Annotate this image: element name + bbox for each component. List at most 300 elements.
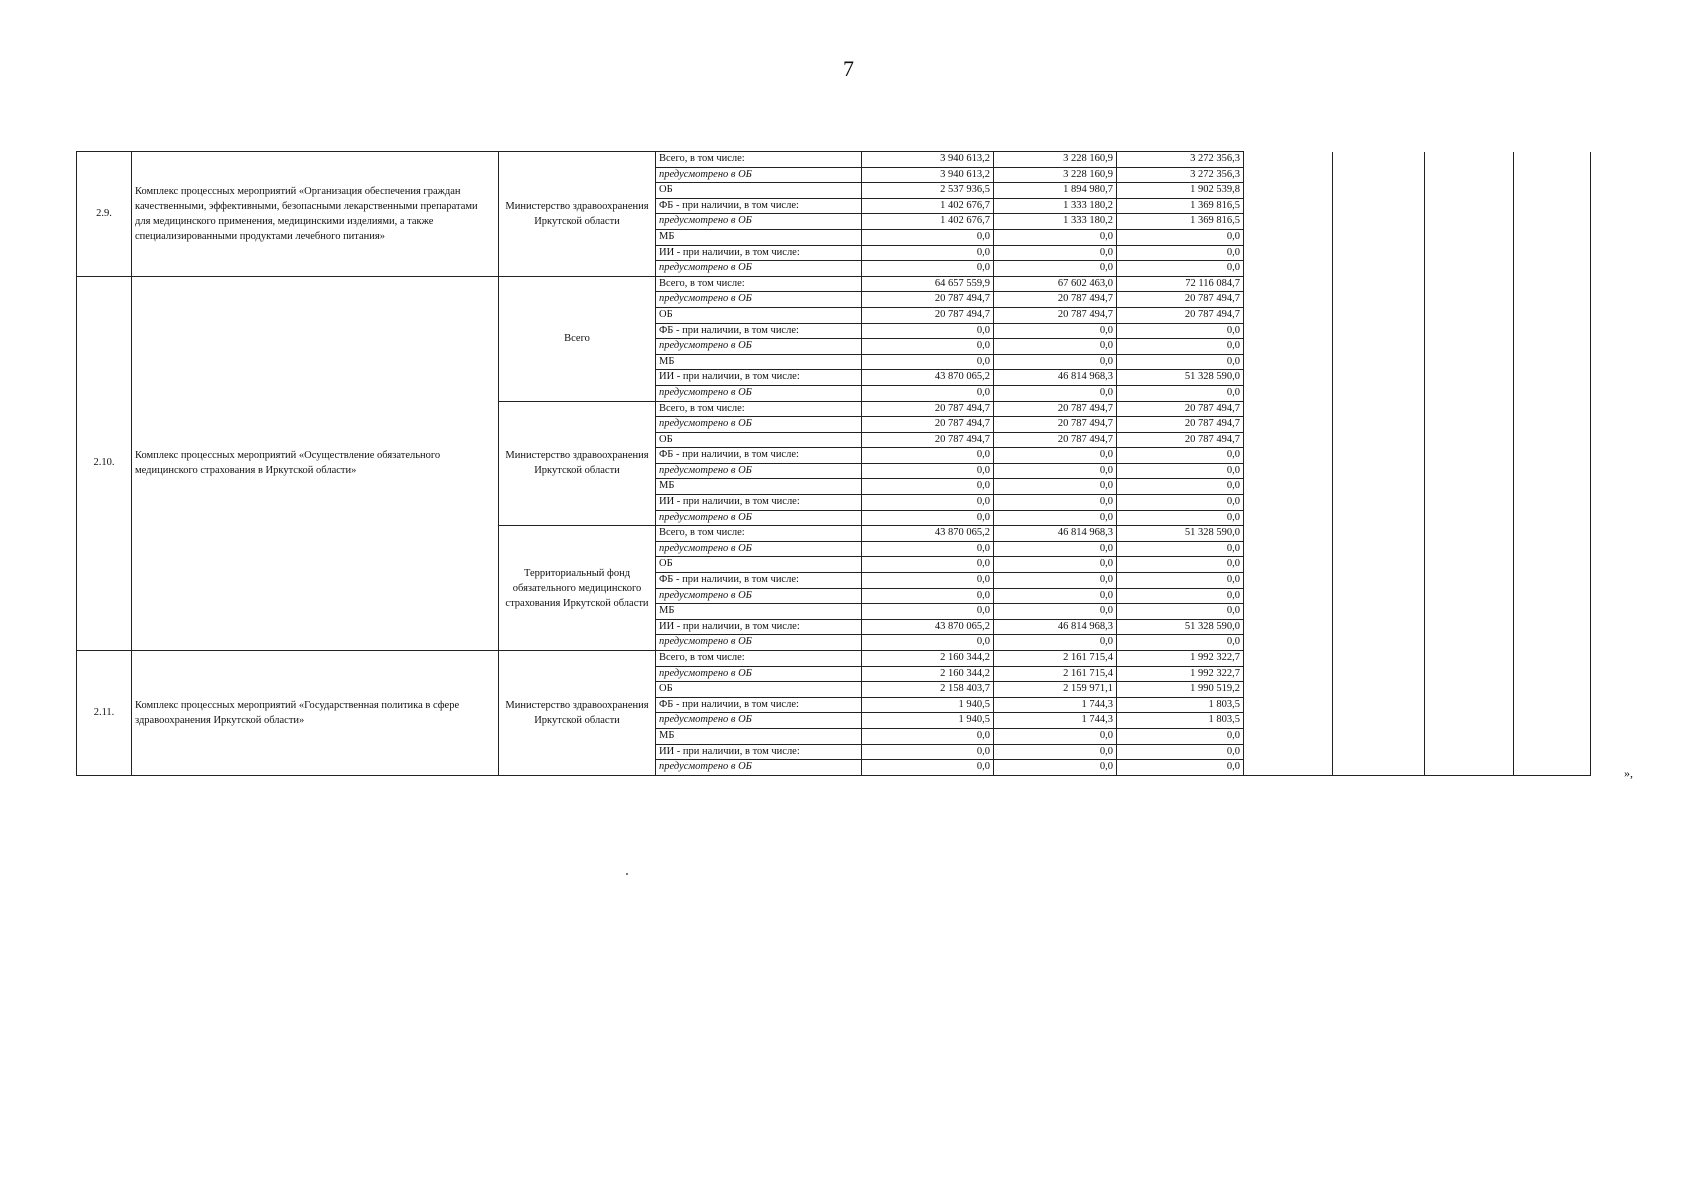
empty-cell <box>1514 167 1591 183</box>
amount-year-2: 20 787 494,7 <box>994 307 1117 323</box>
amount-year-2: 1 333 180,2 <box>994 198 1117 214</box>
empty-cell <box>1514 541 1591 557</box>
empty-cell <box>1514 245 1591 261</box>
amount-year-2: 0,0 <box>994 323 1117 339</box>
amount-year-1: 2 158 403,7 <box>862 682 994 698</box>
amount-year-3: 1 369 816,5 <box>1117 214 1244 230</box>
funding-source-label: ОБ <box>656 183 862 199</box>
section-number: 2.10. <box>77 276 132 650</box>
empty-cell <box>1333 682 1425 698</box>
empty-cell <box>1333 728 1425 744</box>
amount-year-1: 2 160 344,2 <box>862 651 994 667</box>
funding-source-label: предусмотрено в ОБ <box>656 292 862 308</box>
amount-year-3: 0,0 <box>1117 463 1244 479</box>
empty-cell <box>1333 604 1425 620</box>
empty-cell <box>1425 510 1514 526</box>
empty-cell <box>1333 307 1425 323</box>
funding-source-label: Всего, в том числе: <box>656 152 862 168</box>
empty-cell <box>1333 448 1425 464</box>
amount-year-2: 0,0 <box>994 588 1117 604</box>
amount-year-1: 0,0 <box>862 635 994 651</box>
amount-year-3: 0,0 <box>1117 604 1244 620</box>
amount-year-3: 0,0 <box>1117 728 1244 744</box>
amount-year-2: 0,0 <box>994 573 1117 589</box>
amount-year-1: 1 402 676,7 <box>862 214 994 230</box>
funding-source-label: предусмотрено в ОБ <box>656 635 862 651</box>
amount-year-3: 20 787 494,7 <box>1117 307 1244 323</box>
empty-cell <box>1333 666 1425 682</box>
empty-cell <box>1514 697 1591 713</box>
funding-source-label: предусмотрено в ОБ <box>656 339 862 355</box>
funding-source-label: МБ <box>656 728 862 744</box>
empty-cell <box>1333 214 1425 230</box>
funding-source-label: ИИ - при наличии, в том числе: <box>656 744 862 760</box>
amount-year-2: 0,0 <box>994 448 1117 464</box>
empty-cell <box>1333 385 1425 401</box>
empty-cell <box>1244 401 1333 417</box>
empty-cell <box>1333 510 1425 526</box>
funding-source-label: предусмотрено в ОБ <box>656 541 862 557</box>
empty-cell <box>1333 573 1425 589</box>
empty-cell <box>1514 479 1591 495</box>
empty-cell <box>1333 354 1425 370</box>
amount-year-2: 20 787 494,7 <box>994 417 1117 433</box>
amount-year-1: 0,0 <box>862 495 994 511</box>
amount-year-3: 0,0 <box>1117 744 1244 760</box>
amount-year-1: 43 870 065,2 <box>862 370 994 386</box>
amount-year-2: 46 814 968,3 <box>994 526 1117 542</box>
amount-year-3: 72 116 084,7 <box>1117 276 1244 292</box>
empty-cell <box>1333 229 1425 245</box>
empty-cell <box>1425 370 1514 386</box>
amount-year-2: 1 894 980,7 <box>994 183 1117 199</box>
funding-source-label: ИИ - при наличии, в том числе: <box>656 619 862 635</box>
executor-cell: Всего <box>499 276 656 401</box>
table-row <box>77 152 1591 168</box>
empty-cell <box>1514 385 1591 401</box>
amount-year-2: 67 602 463,0 <box>994 276 1117 292</box>
funding-source-label: предусмотрено в ОБ <box>656 167 862 183</box>
empty-cell <box>1244 495 1333 511</box>
amount-year-3: 3 272 356,3 <box>1117 152 1244 168</box>
empty-cell <box>1425 401 1514 417</box>
amount-year-2: 0,0 <box>994 510 1117 526</box>
empty-cell <box>1333 183 1425 199</box>
amount-year-3: 0,0 <box>1117 385 1244 401</box>
amount-year-1: 2 160 344,2 <box>862 666 994 682</box>
empty-cell <box>1333 495 1425 511</box>
empty-cell <box>1514 339 1591 355</box>
empty-cell <box>1425 635 1514 651</box>
funding-source-label: ФБ - при наличии, в том числе: <box>656 198 862 214</box>
empty-cell <box>1333 463 1425 479</box>
amount-year-1: 0,0 <box>862 245 994 261</box>
amount-year-1: 1 940,5 <box>862 713 994 729</box>
empty-cell <box>1514 214 1591 230</box>
empty-cell <box>1425 463 1514 479</box>
funding-source-label: предусмотрено в ОБ <box>656 214 862 230</box>
empty-cell <box>1425 573 1514 589</box>
empty-cell <box>1333 619 1425 635</box>
empty-cell <box>1425 541 1514 557</box>
empty-cell <box>1244 229 1333 245</box>
amount-year-1: 0,0 <box>862 744 994 760</box>
page-number: 7 <box>843 56 854 81</box>
empty-cell <box>1514 510 1591 526</box>
funding-source-label: предусмотрено в ОБ <box>656 385 862 401</box>
empty-cell <box>1244 448 1333 464</box>
empty-cell <box>1244 307 1333 323</box>
empty-cell <box>1333 588 1425 604</box>
amount-year-3: 0,0 <box>1117 354 1244 370</box>
amount-year-1: 0,0 <box>862 339 994 355</box>
empty-cell <box>1244 604 1333 620</box>
empty-cell <box>1333 370 1425 386</box>
amount-year-2: 2 161 715,4 <box>994 651 1117 667</box>
amount-year-3: 0,0 <box>1117 229 1244 245</box>
empty-cell <box>1425 760 1514 776</box>
funding-source-label: ИИ - при наличии, в том числе: <box>656 370 862 386</box>
amount-year-3: 0,0 <box>1117 448 1244 464</box>
empty-cell <box>1425 495 1514 511</box>
empty-cell <box>1425 245 1514 261</box>
amount-year-2: 0,0 <box>994 479 1117 495</box>
empty-cell <box>1244 183 1333 199</box>
funding-source-label: Всего, в том числе: <box>656 401 862 417</box>
amount-year-3: 0,0 <box>1117 261 1244 277</box>
amount-year-3: 1 803,5 <box>1117 697 1244 713</box>
empty-cell <box>1514 261 1591 277</box>
empty-cell <box>1244 666 1333 682</box>
empty-cell <box>1244 245 1333 261</box>
empty-cell <box>1425 479 1514 495</box>
amount-year-2: 0,0 <box>994 728 1117 744</box>
amount-year-2: 20 787 494,7 <box>994 432 1117 448</box>
empty-cell <box>1244 152 1333 168</box>
funding-source-label: предусмотрено в ОБ <box>656 666 862 682</box>
amount-year-1: 0,0 <box>862 354 994 370</box>
empty-cell <box>1333 526 1425 542</box>
funding-source-label: ИИ - при наличии, в том числе: <box>656 495 862 511</box>
empty-cell <box>1244 198 1333 214</box>
amount-year-2: 0,0 <box>994 604 1117 620</box>
amount-year-2: 46 814 968,3 <box>994 619 1117 635</box>
amount-year-3: 1 902 539,8 <box>1117 183 1244 199</box>
empty-cell <box>1514 526 1591 542</box>
amount-year-3: 0,0 <box>1117 339 1244 355</box>
empty-cell <box>1425 417 1514 433</box>
budget-table-container <box>76 151 1591 776</box>
empty-cell <box>1425 651 1514 667</box>
amount-year-1: 0,0 <box>862 261 994 277</box>
empty-cell <box>1514 728 1591 744</box>
amount-year-2: 2 159 971,1 <box>994 682 1117 698</box>
amount-year-2: 0,0 <box>994 557 1117 573</box>
budget-table-body <box>77 152 1591 776</box>
section-description: Комплекс процессных мероприятий «Государственная политика в сфере здравоохранения Иркутской области» <box>132 651 499 776</box>
empty-cell <box>1333 744 1425 760</box>
amount-year-1: 20 787 494,7 <box>862 307 994 323</box>
empty-cell <box>1244 323 1333 339</box>
amount-year-3: 1 803,5 <box>1117 713 1244 729</box>
funding-source-label: Всего, в том числе: <box>656 276 862 292</box>
funding-source-label: МБ <box>656 604 862 620</box>
empty-cell <box>1244 385 1333 401</box>
amount-year-1: 0,0 <box>862 385 994 401</box>
amount-year-1: 43 870 065,2 <box>862 619 994 635</box>
funding-source-label: ИИ - при наличии, в том числе: <box>656 245 862 261</box>
empty-cell <box>1425 354 1514 370</box>
empty-cell <box>1425 432 1514 448</box>
empty-cell <box>1425 167 1514 183</box>
funding-source-label: МБ <box>656 229 862 245</box>
empty-cell <box>1425 292 1514 308</box>
empty-cell <box>1514 183 1591 199</box>
empty-cell <box>1333 697 1425 713</box>
amount-year-3: 0,0 <box>1117 510 1244 526</box>
empty-cell <box>1333 245 1425 261</box>
empty-cell <box>1244 744 1333 760</box>
section-description: Комплекс процессных мероприятий «Организация обеспечения граждан качественными, эффективными, безопасными лекарственными препаратами для медицинского применения, медицинскими изделиями, а также специализированными продуктами лечебного питания» <box>132 152 499 277</box>
empty-cell <box>1425 713 1514 729</box>
amount-year-2: 3 228 160,9 <box>994 167 1117 183</box>
empty-cell <box>1333 401 1425 417</box>
empty-cell <box>1333 276 1425 292</box>
funding-source-label: ФБ - при наличии, в том числе: <box>656 573 862 589</box>
amount-year-2: 0,0 <box>994 635 1117 651</box>
executor-cell: Территориальный фонд обязательного медицинского страхования Иркутской области <box>499 526 656 651</box>
empty-cell <box>1333 651 1425 667</box>
empty-cell <box>1514 292 1591 308</box>
empty-cell <box>1244 432 1333 448</box>
empty-cell <box>1244 682 1333 698</box>
empty-cell <box>1425 666 1514 682</box>
empty-cell <box>1514 635 1591 651</box>
empty-cell <box>1514 323 1591 339</box>
empty-cell <box>1514 448 1591 464</box>
amount-year-3: 1 990 519,2 <box>1117 682 1244 698</box>
empty-cell <box>1333 557 1425 573</box>
amount-year-1: 64 657 559,9 <box>862 276 994 292</box>
empty-cell <box>1333 152 1425 168</box>
amount-year-1: 0,0 <box>862 604 994 620</box>
empty-cell <box>1425 385 1514 401</box>
empty-cell <box>1244 261 1333 277</box>
empty-cell <box>1425 261 1514 277</box>
section-number: 2.9. <box>77 152 132 277</box>
amount-year-3: 1 992 322,7 <box>1117 666 1244 682</box>
empty-cell <box>1514 651 1591 667</box>
amount-year-2: 0,0 <box>994 463 1117 479</box>
amount-year-1: 20 787 494,7 <box>862 292 994 308</box>
empty-cell <box>1514 604 1591 620</box>
empty-cell <box>1333 417 1425 433</box>
empty-cell <box>1333 167 1425 183</box>
funding-source-label: МБ <box>656 354 862 370</box>
amount-year-1: 3 940 613,2 <box>862 167 994 183</box>
empty-cell <box>1514 276 1591 292</box>
amount-year-1: 0,0 <box>862 573 994 589</box>
amount-year-2: 46 814 968,3 <box>994 370 1117 386</box>
empty-cell <box>1425 588 1514 604</box>
amount-year-2: 1 744,3 <box>994 697 1117 713</box>
funding-source-label: ОБ <box>656 682 862 698</box>
amount-year-3: 0,0 <box>1117 635 1244 651</box>
amount-year-3: 1 369 816,5 <box>1117 198 1244 214</box>
empty-cell <box>1425 276 1514 292</box>
amount-year-1: 20 787 494,7 <box>862 432 994 448</box>
empty-cell <box>1425 323 1514 339</box>
funding-source-label: предусмотрено в ОБ <box>656 463 862 479</box>
empty-cell <box>1514 557 1591 573</box>
amount-year-1: 2 537 936,5 <box>862 183 994 199</box>
amount-year-1: 1 940,5 <box>862 697 994 713</box>
empty-cell <box>1425 728 1514 744</box>
amount-year-1: 0,0 <box>862 557 994 573</box>
amount-year-3: 0,0 <box>1117 573 1244 589</box>
section-number: 2.11. <box>77 651 132 776</box>
amount-year-3: 0,0 <box>1117 479 1244 495</box>
amount-year-2: 2 161 715,4 <box>994 666 1117 682</box>
amount-year-1: 0,0 <box>862 728 994 744</box>
amount-year-3: 0,0 <box>1117 323 1244 339</box>
amount-year-1: 0,0 <box>862 760 994 776</box>
amount-year-3: 20 787 494,7 <box>1117 432 1244 448</box>
funding-source-label: Всего, в том числе: <box>656 526 862 542</box>
empty-cell <box>1514 229 1591 245</box>
executor-cell: Министерство здравоохранения Иркутской области <box>499 152 656 277</box>
amount-year-2: 0,0 <box>994 354 1117 370</box>
amount-year-3: 1 992 322,7 <box>1117 651 1244 667</box>
funding-source-label: предусмотрено в ОБ <box>656 261 862 277</box>
empty-cell <box>1333 261 1425 277</box>
empty-cell <box>1514 588 1591 604</box>
funding-source-label: предусмотрено в ОБ <box>656 713 862 729</box>
empty-cell <box>1244 292 1333 308</box>
empty-cell <box>1514 354 1591 370</box>
empty-cell <box>1514 198 1591 214</box>
empty-cell <box>1244 167 1333 183</box>
section-description: Комплекс процессных мероприятий «Осуществление обязательного медицинского страхования в Иркутской области» <box>132 276 499 650</box>
empty-cell <box>1244 276 1333 292</box>
empty-cell <box>1244 619 1333 635</box>
empty-cell <box>1244 713 1333 729</box>
empty-cell <box>1244 479 1333 495</box>
funding-source-label: ФБ - при наличии, в том числе: <box>656 323 862 339</box>
amount-year-3: 51 328 590,0 <box>1117 526 1244 542</box>
empty-cell <box>1333 292 1425 308</box>
empty-cell <box>1425 229 1514 245</box>
empty-cell <box>1244 417 1333 433</box>
empty-cell <box>1244 510 1333 526</box>
empty-cell <box>1333 541 1425 557</box>
empty-cell <box>1514 307 1591 323</box>
empty-cell <box>1514 619 1591 635</box>
amount-year-2: 0,0 <box>994 339 1117 355</box>
amount-year-2: 20 787 494,7 <box>994 401 1117 417</box>
empty-cell <box>1425 744 1514 760</box>
funding-source-label: предусмотрено в ОБ <box>656 588 862 604</box>
empty-cell <box>1244 651 1333 667</box>
amount-year-1: 3 940 613,2 <box>862 152 994 168</box>
empty-cell <box>1244 526 1333 542</box>
empty-cell <box>1244 697 1333 713</box>
amount-year-3: 20 787 494,7 <box>1117 401 1244 417</box>
amount-year-3: 0,0 <box>1117 245 1244 261</box>
empty-cell <box>1425 526 1514 542</box>
amount-year-3: 0,0 <box>1117 588 1244 604</box>
empty-cell <box>1244 214 1333 230</box>
empty-cell <box>1244 557 1333 573</box>
empty-cell <box>1244 588 1333 604</box>
amount-year-1: 0,0 <box>862 463 994 479</box>
amount-year-2: 3 228 160,9 <box>994 152 1117 168</box>
empty-cell <box>1514 744 1591 760</box>
empty-cell <box>1425 448 1514 464</box>
empty-cell <box>1514 666 1591 682</box>
amount-year-3: 51 328 590,0 <box>1117 370 1244 386</box>
amount-year-1: 0,0 <box>862 448 994 464</box>
funding-source-label: ОБ <box>656 432 862 448</box>
amount-year-2: 0,0 <box>994 229 1117 245</box>
amount-year-3: 0,0 <box>1117 541 1244 557</box>
empty-cell <box>1514 432 1591 448</box>
amount-year-1: 0,0 <box>862 541 994 557</box>
funding-source-label: предусмотрено в ОБ <box>656 760 862 776</box>
funding-source-label: Всего, в том числе: <box>656 651 862 667</box>
amount-year-1: 20 787 494,7 <box>862 401 994 417</box>
empty-cell <box>1514 370 1591 386</box>
empty-cell <box>1244 354 1333 370</box>
empty-cell <box>1514 682 1591 698</box>
empty-cell <box>1514 152 1591 168</box>
empty-cell <box>1333 339 1425 355</box>
empty-cell <box>1333 432 1425 448</box>
funding-source-label: ФБ - при наличии, в том числе: <box>656 697 862 713</box>
empty-cell <box>1425 557 1514 573</box>
empty-cell <box>1244 573 1333 589</box>
empty-cell <box>1244 339 1333 355</box>
amount-year-1: 0,0 <box>862 479 994 495</box>
amount-year-1: 1 402 676,7 <box>862 198 994 214</box>
amount-year-2: 20 787 494,7 <box>994 292 1117 308</box>
amount-year-1: 0,0 <box>862 510 994 526</box>
amount-year-2: 0,0 <box>994 760 1117 776</box>
amount-year-2: 0,0 <box>994 744 1117 760</box>
empty-cell <box>1425 307 1514 323</box>
empty-cell <box>1333 323 1425 339</box>
empty-cell <box>1514 463 1591 479</box>
funding-source-label: предусмотрено в ОБ <box>656 510 862 526</box>
empty-cell <box>1425 152 1514 168</box>
empty-cell <box>1514 401 1591 417</box>
empty-cell <box>1425 198 1514 214</box>
amount-year-1: 20 787 494,7 <box>862 417 994 433</box>
empty-cell <box>1425 697 1514 713</box>
amount-year-2: 0,0 <box>994 245 1117 261</box>
empty-cell <box>1333 198 1425 214</box>
amount-year-2: 0,0 <box>994 261 1117 277</box>
empty-cell <box>1425 619 1514 635</box>
empty-cell <box>1244 541 1333 557</box>
empty-cell <box>1244 463 1333 479</box>
closing-quote-mark: », <box>1624 766 1633 780</box>
amount-year-1: 0,0 <box>862 588 994 604</box>
empty-cell <box>1514 573 1591 589</box>
amount-year-2: 0,0 <box>994 541 1117 557</box>
amount-year-2: 1 744,3 <box>994 713 1117 729</box>
amount-year-2: 0,0 <box>994 495 1117 511</box>
